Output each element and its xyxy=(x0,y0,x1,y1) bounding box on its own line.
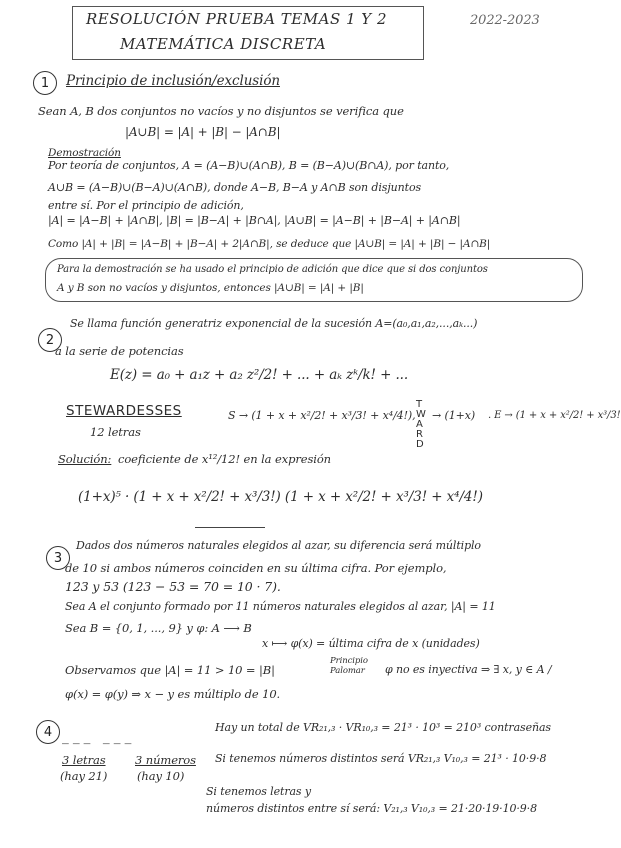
q3-line-1: Dados dos números naturales elegidos al azar, su diferencia será múltiplo xyxy=(76,539,481,552)
q2-twd-series: → (1+x) xyxy=(432,409,476,422)
q4-line-1: Hay un total de VR₂₁,₃ · VR₁₀,₃ = 21³ · 10³ = 210³ contraseñas xyxy=(215,721,551,734)
q1-formula: |A∪B| = |A| + |B| − |A∩B| xyxy=(125,125,281,139)
question-4-number: 4 xyxy=(36,720,60,744)
q3-line-7: Observamos que |A| = 11 > 10 = |B| xyxy=(65,663,275,677)
q4-numbers-count: (hay 10) xyxy=(137,769,185,783)
question-3-number: 3 xyxy=(46,546,70,570)
q3-line-2: de 10 si ambos números coinciden en su última cifra. Por ejemplo, xyxy=(65,561,447,575)
q1-demo-label: Demostración xyxy=(48,147,121,159)
q1-note-line-1: Para la demostración se ha usado el principio de adición que dice que si dos conjuntos xyxy=(57,264,488,275)
title-line-2: MATEMÁTICA DISCRETA xyxy=(120,35,327,53)
vertical-letter: A xyxy=(416,419,423,430)
q2-solution-text: coeficiente de x¹²/12! en la expresión xyxy=(118,452,331,466)
question-1-number: 1 xyxy=(33,71,57,95)
q4-line-3a: Si tenemos letras y xyxy=(206,785,311,798)
q2-formula: E(z) = a₀ + a₁z + a₂ z²/2! + ... + aₖ zᵏ/k! + ... xyxy=(110,367,409,383)
q1-line-1: Sean A, B dos conjuntos no vacíos y no disjuntos se verifica que xyxy=(38,104,404,118)
q2-e-series: . E → (1 + x + x²/2! + x³/3! xyxy=(488,410,621,421)
q4-line-3b: números distintos entre sí será: V₂₁,₃ V₁₀,₃ = 21·20·19·10·9·8 xyxy=(206,802,537,815)
q1-line-7: Como |A| + |B| = |A−B| + |B−A| + 2|A∩B|, se deduce que |A∪B| = |A| + |B| − |A∩B| xyxy=(48,238,491,250)
q1-line-3: Por teoría de conjuntos, A = (A−B)∪(A∩B), B = (B−A)∪(B∩A), por tanto, xyxy=(48,159,450,172)
q4-line-2: Si tenemos números distintos será VR₂₁,₃ V₁₀,₃ = 21³ · 10·9·8 xyxy=(215,752,547,765)
question-2-number: 2 xyxy=(38,328,62,352)
title-line-1: RESOLUCIÓN PRUEBA TEMAS 1 Y 2 xyxy=(86,10,388,28)
q1-line-5: entre sí. Por el principio de adición, xyxy=(48,199,244,212)
q3-separator xyxy=(195,527,265,528)
q2-vertical-letters xyxy=(416,400,426,450)
vertical-letter: T xyxy=(416,399,423,410)
q3-line-3: 123 y 53 (123 − 53 = 70 = 10 · 7). xyxy=(65,579,281,594)
q1-note-line-2: A y B son no vacíos y disjuntos, entonces |A∪B| = |A| + |B| xyxy=(57,282,364,294)
q4-blanks: _ _ _ _ _ _ xyxy=(62,729,132,745)
q2-word: STEWARDESSES xyxy=(66,403,182,419)
vertical-letter: D xyxy=(416,439,424,450)
q1-line-6: |A| = |A−B| + |A∩B|, |B| = |B−A| + |B∩A|, |A∪B| = |A−B| + |B−A| + |A∩B| xyxy=(48,214,461,227)
q3-line-8: φ(x) = φ(y) ⇒ x − y es múltiplo de 10. xyxy=(65,687,281,701)
q4-letters-label: 3 letras xyxy=(62,753,106,767)
q3-principle: Principio Palomar xyxy=(330,656,368,676)
q2-line-1: Se llama función generatriz exponencial de la sucesión A=(a₀,a₁,a₂,...,aₖ...) xyxy=(70,317,478,330)
q1-line-4: A∪B = (A−B)∪(B−A)∪(A∩B), donde A−B, B−A y A∩B son disjuntos xyxy=(48,181,422,194)
q2-line-2: a la serie de potencias xyxy=(55,344,184,358)
q4-letters-count: (hay 21) xyxy=(60,769,108,783)
vertical-letter: R xyxy=(416,429,423,440)
q2-expression: (1+x)⁵ · (1 + x + x²/2! + x³/3!) (1 + x + x²/2! + x³/3! + x⁴/4!) xyxy=(78,489,483,505)
q3-line-4: Sea A el conjunto formado por 11 números naturales elegidos al azar, |A| = 11 xyxy=(65,600,496,613)
school-year: 2022-2023 xyxy=(470,13,540,28)
q3-line-5: Sea B = {0, 1, ..., 9} y φ: A ⟶ B xyxy=(65,621,252,635)
q3-line-6: x ⟼ φ(x) = última cifra de x (unidades) xyxy=(262,637,480,650)
q4-numbers-label: 3 números xyxy=(135,753,196,767)
vertical-letter: W xyxy=(416,409,426,420)
q1-heading: Principio de inclusión/exclusión xyxy=(66,73,280,89)
q3-line-7b: φ no es inyectiva ⇒ ∃ x, y ∈ A / xyxy=(385,663,552,676)
q2-solution-label: Solución: xyxy=(58,452,112,466)
q2-s-series: S → (1 + x + x²/2! + x³/3! + x⁴/4!), xyxy=(228,409,416,422)
q2-word-count: 12 letras xyxy=(90,425,141,439)
